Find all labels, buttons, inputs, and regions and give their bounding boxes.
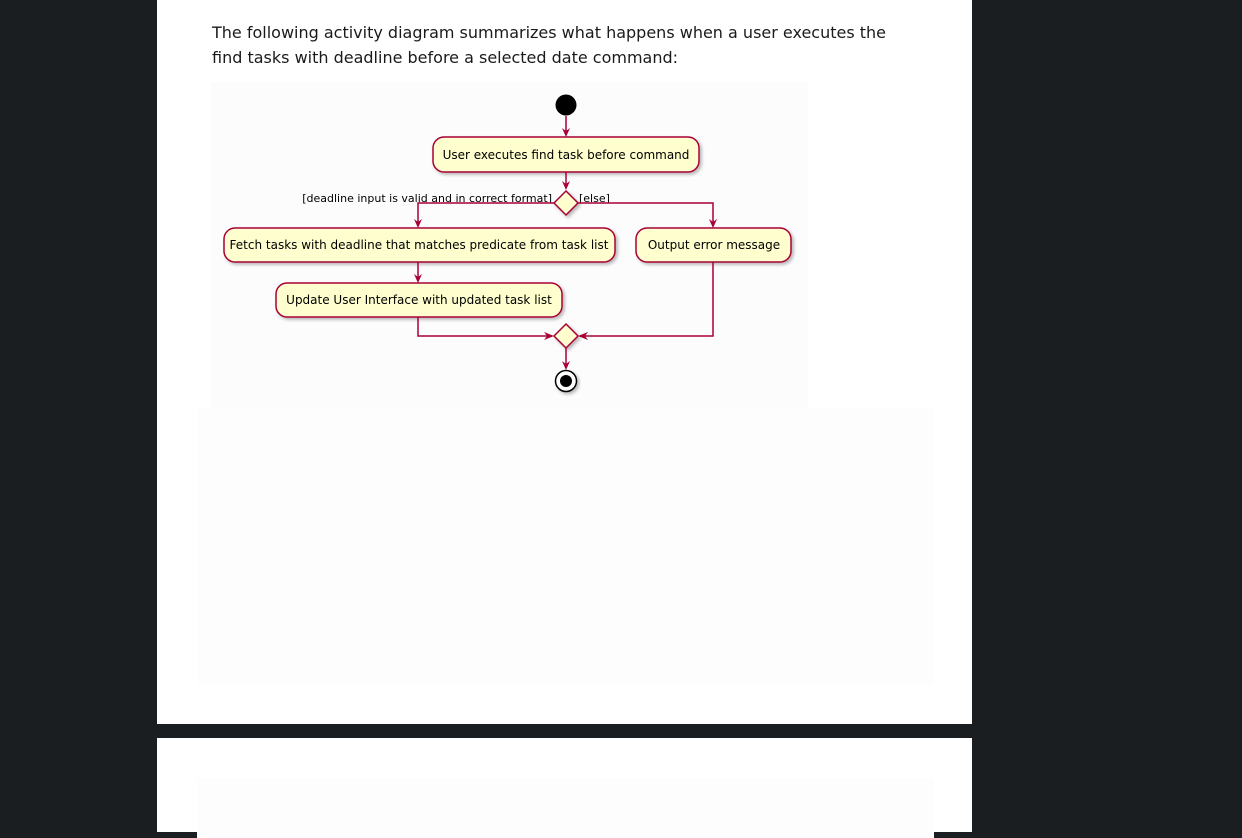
end-node <box>556 371 577 392</box>
guard-else-label: [else] <box>579 192 610 205</box>
edge-update-merge <box>418 317 550 336</box>
action-update-ui <box>276 283 562 317</box>
merge-diamond <box>554 324 578 348</box>
guard-valid-label: [deadline input is valid and in correct format] <box>302 192 552 205</box>
decision-diamond <box>554 191 578 215</box>
action-user-executes <box>433 137 699 172</box>
action-fetch-tasks-label: Fetch tasks with deadline that matches predicate from task list <box>229 238 609 252</box>
action-output-error <box>636 228 791 262</box>
edge-error-merge <box>582 262 713 336</box>
content-panel-next <box>197 778 934 838</box>
intro-paragraph: The following activity diagram summarizes what happens when a user executes the find tasks with deadline before a selected date command: <box>212 23 887 67</box>
action-user-executes-label: User executes find task before command <box>442 148 690 162</box>
start-node <box>556 95 577 116</box>
content-panel <box>197 408 934 685</box>
document-page-next <box>157 738 972 832</box>
activity-diagram <box>211 82 808 408</box>
action-output-error-label: Output error message <box>647 238 781 252</box>
action-fetch-tasks <box>224 228 615 262</box>
edge-decision-error <box>578 203 713 224</box>
activity-diagram-svg <box>211 82 808 408</box>
document-page <box>157 0 972 724</box>
edge-decision-fetch <box>418 203 554 224</box>
action-update-ui-label: Update User Interface with updated task list <box>286 293 552 307</box>
